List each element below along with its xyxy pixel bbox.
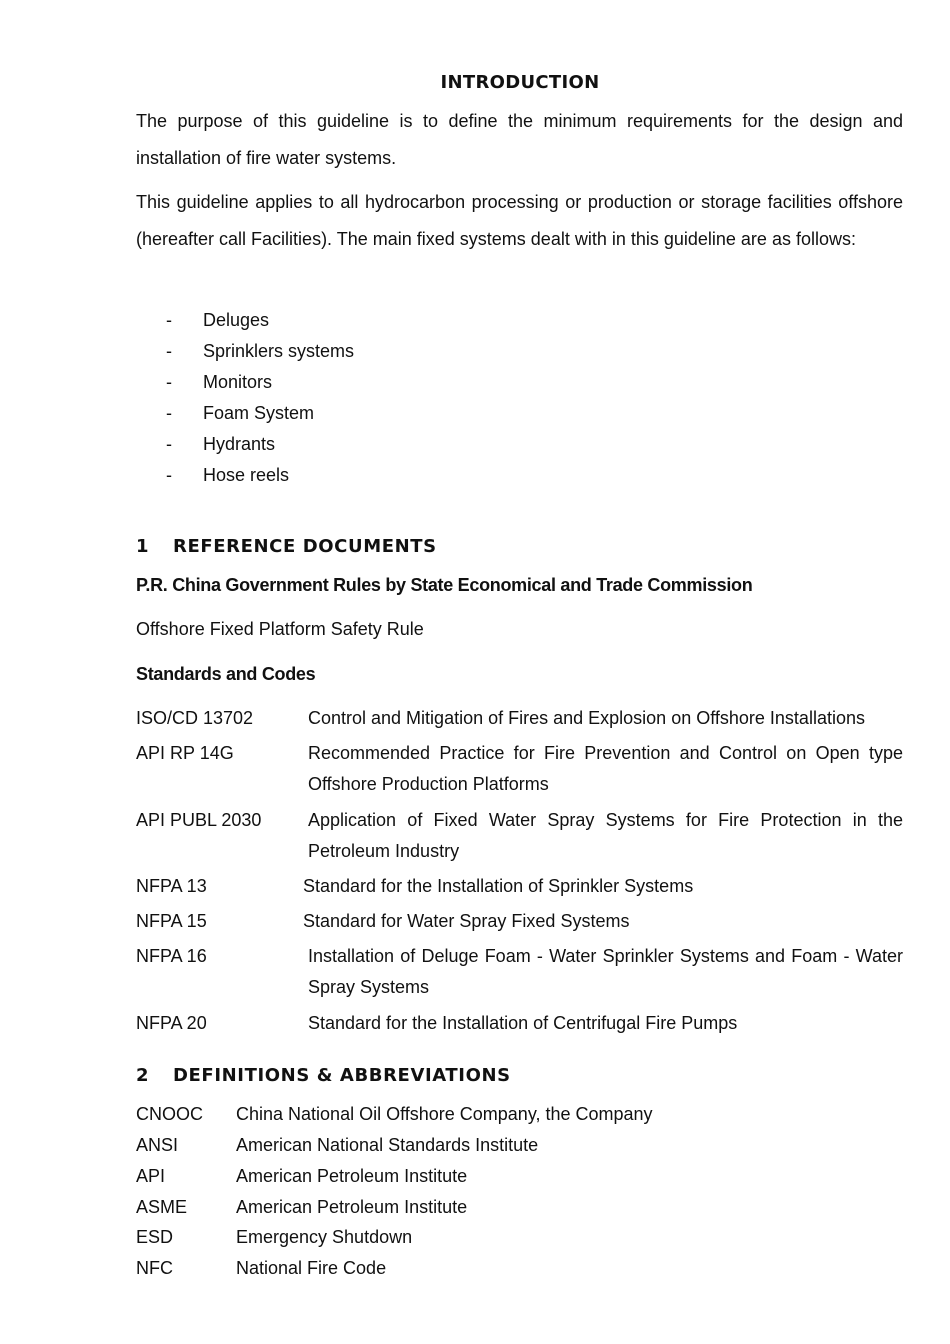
- reference-description: Application of Fixed Water Spray Systems for Fire Protection in the Petroleum Industry: [308, 810, 903, 861]
- reference-code: NFPA 20: [136, 1013, 207, 1033]
- reference-code: NFPA 16: [136, 946, 207, 966]
- intro-paragraph-scope: This guideline applies to all hydrocarbon processing or production or storage facilities offshore (hereafter call Facilities). The main fixed systems dealt with in this guideline are as follows:: [136, 192, 903, 249]
- bullet-dash: -: [166, 372, 172, 392]
- bullet-dash: -: [166, 310, 172, 330]
- section-2-heading: [0, 1065, 950, 1089]
- section-title: REFERENCE DOCUMENTS: [173, 536, 437, 557]
- abbreviation-definition: Emergency Shutdown: [236, 1227, 413, 1247]
- abbreviation-code: NFC: [136, 1258, 173, 1278]
- bullet-dash: -: [166, 403, 172, 423]
- reference-description: Installation of Deluge Foam - Water Sprinkler Systems and Foam - Water Spray Systems: [308, 946, 903, 997]
- gov-rule-item: Offshore Fixed Platform Safety Rule: [136, 619, 424, 639]
- abbreviation-code: ASME: [136, 1197, 188, 1217]
- reference-code: NFPA 15: [136, 911, 207, 931]
- abbreviation-definition: American Petroleum Institute: [236, 1197, 468, 1217]
- section-1-heading: [0, 536, 950, 560]
- list-item-text: Monitors: [203, 372, 273, 392]
- abbreviation-code: CNOOC: [136, 1104, 203, 1124]
- standards-heading: Standards and Codes: [136, 664, 316, 684]
- reference-description: Recommended Practice for Fire Prevention and Control on Open type Offshore Production Platforms: [308, 743, 903, 794]
- section-number: 1: [136, 536, 150, 557]
- section-title: DEFINITIONS & ABBREVIATIONS: [173, 1065, 511, 1086]
- reference-description: Control and Mitigation of Fires and Explosion on Offshore Installations: [308, 708, 865, 728]
- introduction-heading: INTRODUCTION: [440, 72, 600, 93]
- reference-description: Standard for the Installation of Centrifugal Fire Pumps: [308, 1013, 738, 1033]
- reference-code: NFPA 13: [136, 876, 207, 896]
- intro-paragraph-purpose: The purpose of this guideline is to define the minimum requirements for the design and installation of fire water systems.: [136, 111, 903, 168]
- gov-rules-heading: P.R. China Government Rules by State Economical and Trade Commission: [136, 575, 753, 595]
- reference-description: Standard for Water Spray Fixed Systems: [303, 911, 630, 931]
- bullet-dash: -: [166, 465, 172, 485]
- abbreviation-code: ANSI: [136, 1135, 179, 1155]
- list-item-text: Deluges: [203, 310, 270, 330]
- abbreviation-definition: National Fire Code: [236, 1258, 387, 1278]
- list-item-text: Hydrants: [203, 434, 276, 454]
- list-item-text: Foam System: [203, 403, 315, 423]
- reference-code: ISO/CD 13702: [136, 708, 254, 728]
- abbreviation-definition: American National Standards Institute: [236, 1135, 539, 1155]
- abbreviation-definition: American Petroleum Institute: [236, 1166, 468, 1186]
- section-number: 2: [136, 1065, 150, 1086]
- abbreviation-definition: China National Oil Offshore Company, the Company: [236, 1104, 653, 1124]
- abbreviation-code: API: [136, 1166, 166, 1186]
- list-item-text: Hose reels: [203, 465, 290, 485]
- list-item-text: Sprinklers systems: [203, 341, 355, 361]
- reference-code: API RP 14G: [136, 743, 234, 763]
- bullet-dash: -: [166, 434, 172, 454]
- reference-description: Standard for the Installation of Sprinkler Systems: [303, 876, 694, 896]
- abbreviation-code: ESD: [136, 1227, 174, 1247]
- reference-code: API PUBL 2030: [136, 810, 262, 830]
- bullet-dash: -: [166, 341, 172, 361]
